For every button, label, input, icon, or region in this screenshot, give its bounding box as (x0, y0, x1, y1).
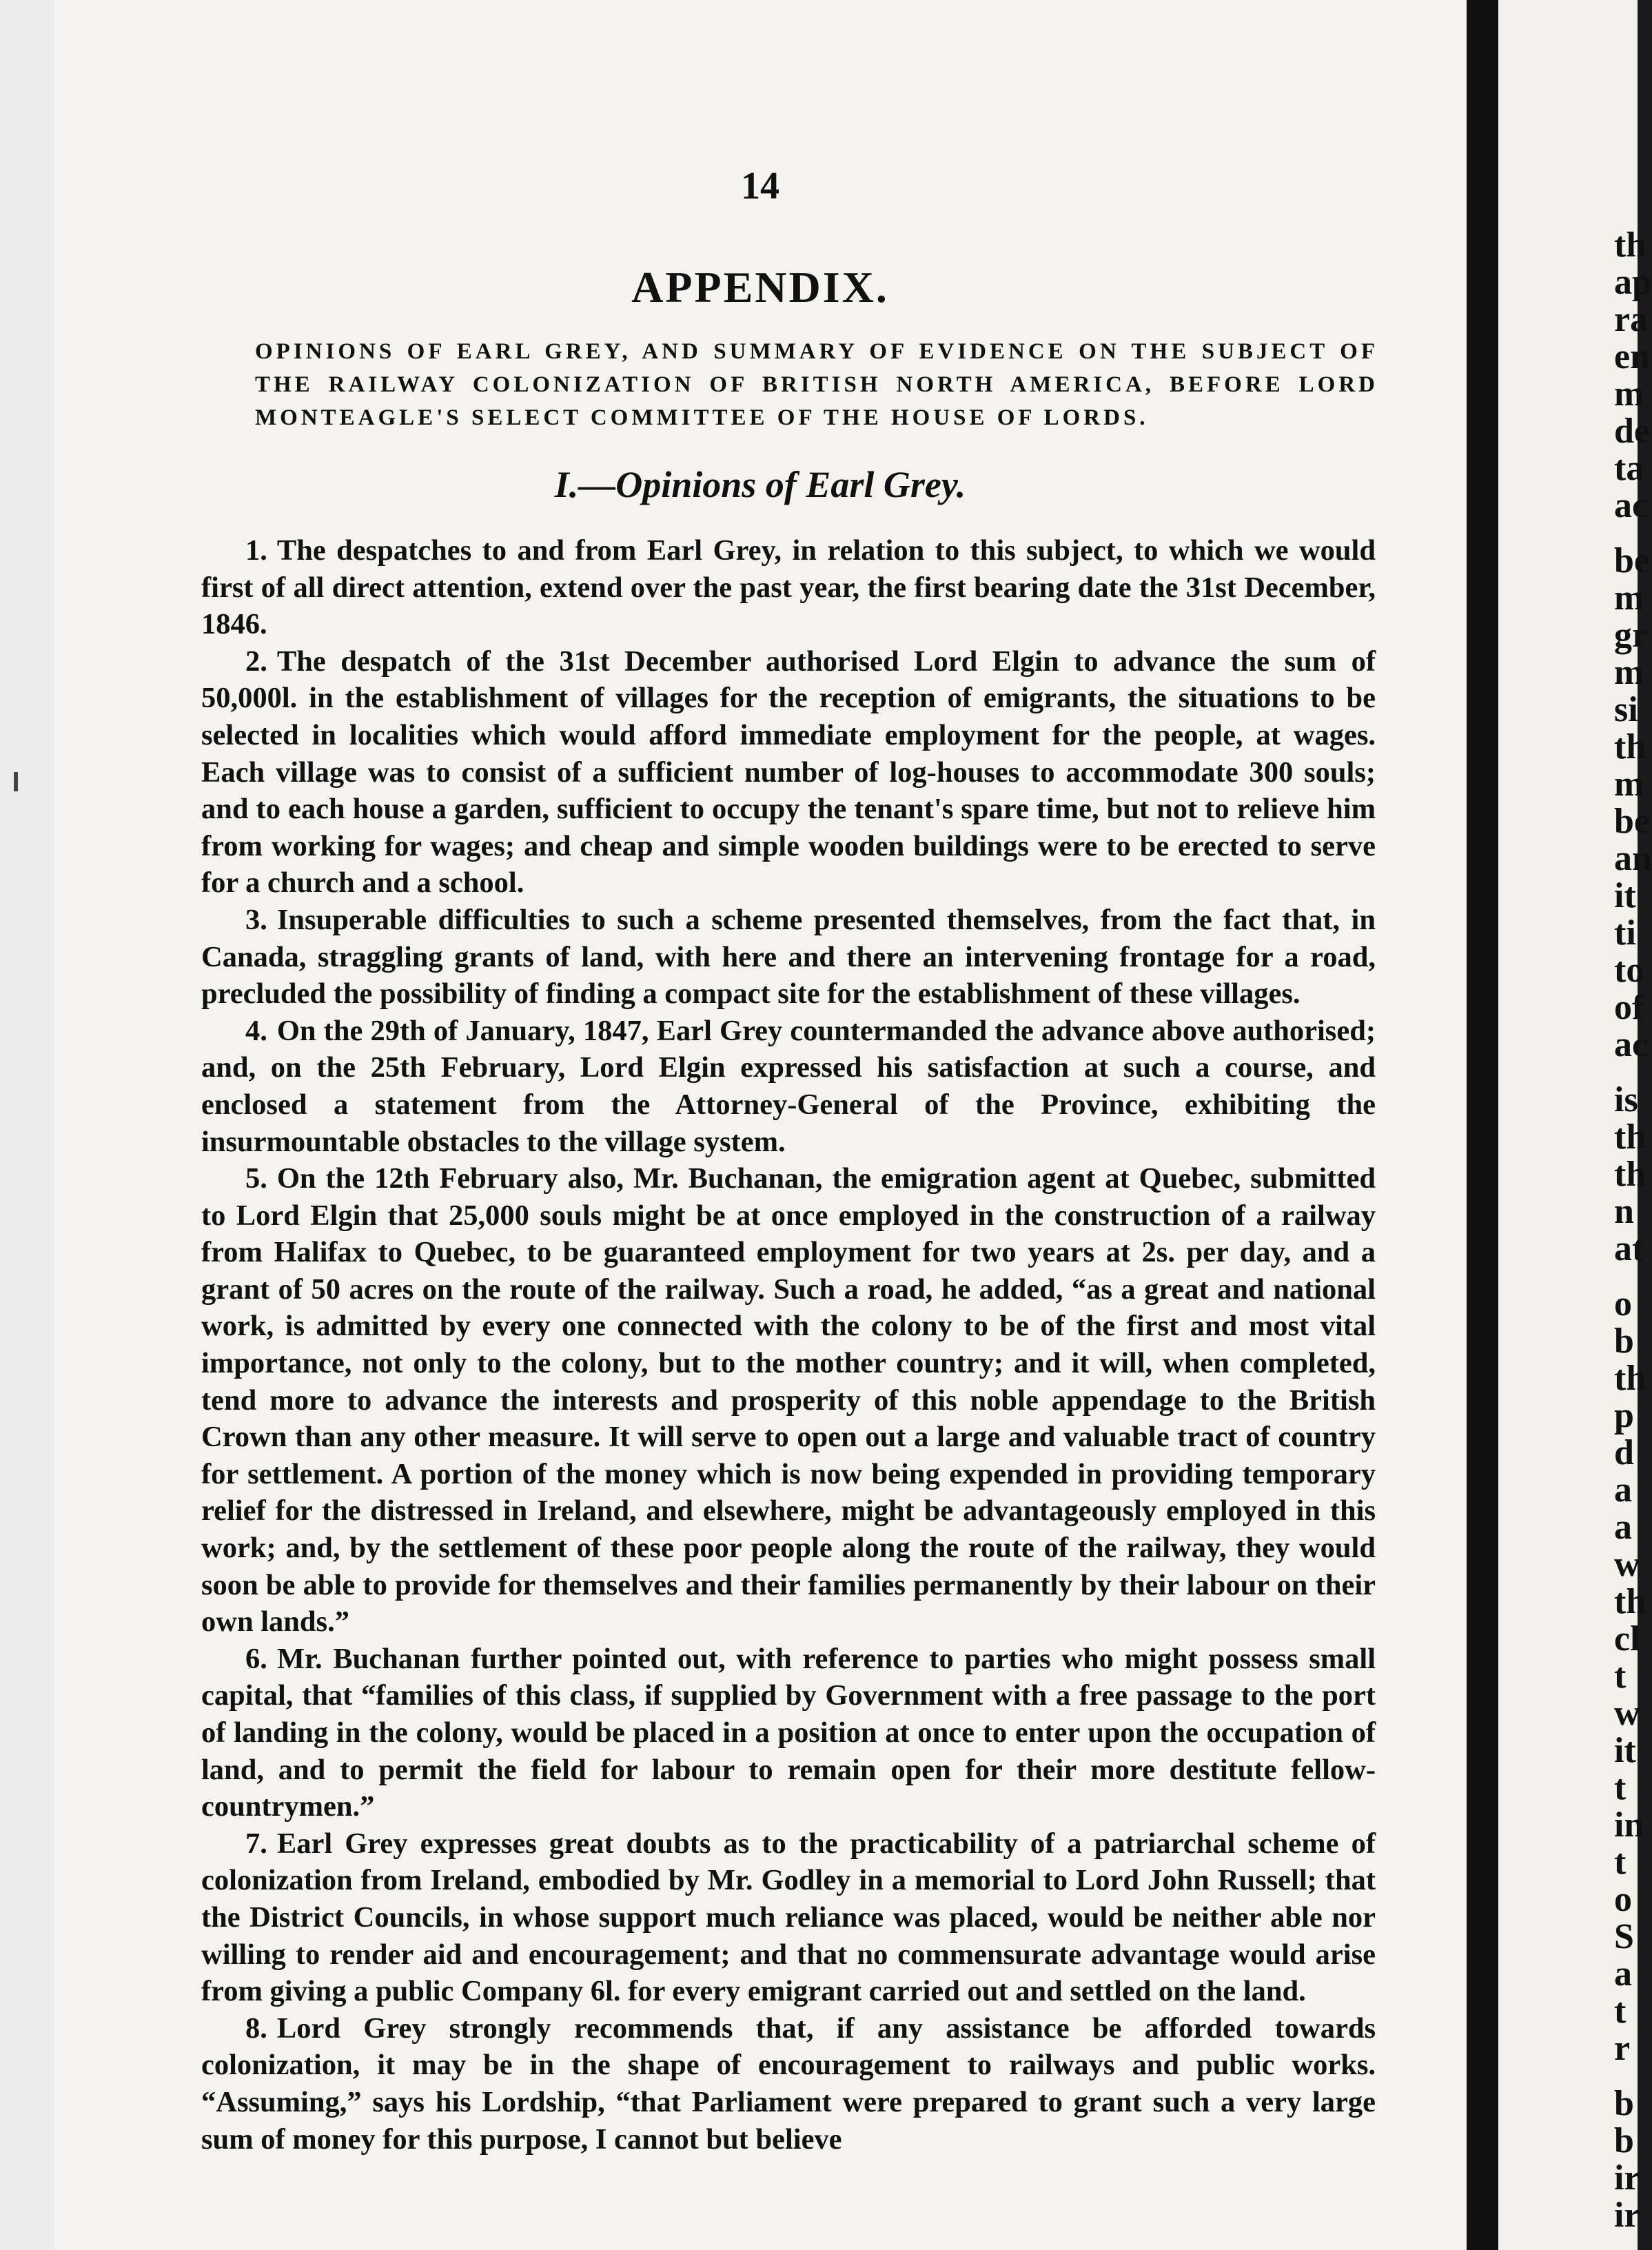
paragraph-number: 4. (245, 1014, 267, 1047)
subject-heading-line-1: OPINIONS OF EARL GREY, AND SUMMARY OF EVIDENCE ON THE SUBJECT OF (255, 339, 1378, 364)
subject-heading-line-2: THE RAILWAY COLONIZATION OF BRITISH NORTH AMERICA, BEFORE LORD (255, 372, 1378, 397)
facing-page-text-fragment: be (1614, 802, 1650, 841)
paragraph-number: 7. (245, 1827, 267, 1860)
facing-page-text-fragment: ta (1614, 449, 1644, 488)
facing-page-text-fragment: ra (1614, 300, 1649, 339)
facing-page-text-fragment: th (1614, 1155, 1646, 1194)
facing-page-text-fragment: t (1614, 1768, 1626, 1807)
facing-page-text-fragment: a (1614, 1508, 1632, 1547)
paragraph-text: Mr. Buchanan further pointed out, with reference to parties who might possess small capital, that “families of this class, if supplied by Government with a free passage to the port of landing in the colony, would be placed in a position at once to enter upon the occupation of land, and to permit the field for labour to remain open for their more destitute fellow-countrymen.” (201, 1642, 1376, 1823)
facing-page-text-fragment: w (1614, 1694, 1640, 1733)
facing-page-text-fragment: in (1614, 1805, 1644, 1845)
facing-page-text-fragment: ac (1614, 486, 1649, 525)
facing-page-text-fragment: th (1614, 727, 1646, 767)
paragraph-3 (201, 902, 1376, 1013)
facing-page-text-fragment: th (1614, 225, 1646, 265)
facing-page-text-fragment: o (1614, 1880, 1632, 1919)
paragraph-text: Insuperable difficulties to such a scheme presented themselves, from the fact that, in Canada, straggling grants of land, with here and there an intervening frontage for a road, precluded the possibility of finding a compact site for the establishment of these villages. (201, 903, 1376, 1011)
document-page (54, 0, 1467, 2250)
paragraph-number: 1. (245, 534, 267, 567)
facing-page-text-fragment: ti (1614, 913, 1636, 953)
paragraph-text: Lord Grey strongly recommends that, if any assistance be afforded towards colonization, it may be in the shape of encouragement to railways and public works. “Assuming,” says his Lordship, “that Parliament were prepared to grant such a very large sum of money for this purpose, I cannot but believe (201, 2011, 1376, 2156)
subject-heading-line-3: MONTEAGLE'S SELECT COMMITTEE OF THE HOUSE OF LORDS. (255, 405, 1149, 430)
facing-page-text-fragment: m (1614, 578, 1644, 618)
facing-page-text-fragment: it (1614, 1731, 1636, 1770)
facing-page-text-fragment: t (1614, 1656, 1626, 1696)
facing-page-text-fragment: a (1614, 1954, 1632, 1994)
facing-page-text-fragment: cl (1614, 1619, 1640, 1659)
facing-page-text-fragment: b (1614, 2084, 1634, 2123)
paragraph-5 (201, 1160, 1376, 1641)
facing-page-text-fragment: p (1614, 1396, 1634, 1435)
margin-mark (14, 772, 18, 791)
paragraph-1 (201, 532, 1376, 643)
left-margin (0, 0, 54, 2250)
facing-page-text-fragment: ac (1614, 1025, 1649, 1064)
paragraph-number: 8. (245, 2011, 267, 2045)
facing-page-text-fragment: ir (1614, 2158, 1640, 2198)
facing-page-text-fragment: b (1614, 2121, 1634, 2160)
paragraph-4 (201, 1013, 1376, 1160)
facing-page-text-fragment: t (1614, 1843, 1626, 1882)
paragraph-text: Earl Grey expresses great doubts as to the practicability of a patriarchal scheme of colonization from Ireland, embodied by Mr. Godley in a memorial to Lord John Russell; that the District Councils, in whose support much reliance was placed, would be neither able nor willing to render aid and encouragement; and that no commensurate advantage would arise from giving a public Company 6l. for every emigrant carried out and settled on the land. (201, 1827, 1376, 2008)
book-gutter (1467, 0, 1498, 2250)
paragraph-text: The despatch of the 31st December authorised Lord Elgin to advance the sum of 50,000l. in the establishment of villages for the reception of emigrants, the situations to be selected in localities which would afford immediate employment for the people, at wages. Each village was to consist of a sufficient number of log-houses to accommodate 300 souls; and to each house a garden, sufficient to occupy the tenant's spare time, but not to relieve him from working for wages; and cheap and simple wooden buildings were to be erected to serve for a church and a school. (201, 645, 1376, 900)
facing-page-text-fragment: ap (1614, 263, 1652, 302)
facing-page-text-fragment: r (1614, 2029, 1631, 2068)
facing-page-text-fragment: t (1614, 1991, 1626, 2031)
facing-page-text-fragment: w (1614, 1545, 1640, 1584)
paragraph-8 (201, 2010, 1376, 2158)
facing-page-text-fragment: th (1614, 1117, 1646, 1157)
paragraph-number: 5. (245, 1162, 267, 1195)
facing-page-text-fragment: ir (1614, 2196, 1640, 2235)
facing-page-text-fragment: a (1614, 1470, 1632, 1510)
facing-page-text-fragment: it (1614, 876, 1636, 915)
facing-page-text-fragment: S (1614, 1917, 1634, 1956)
next-page-edge (1498, 0, 1652, 2250)
paragraph-6 (201, 1641, 1376, 1825)
facing-page-text-fragment: m (1614, 374, 1644, 414)
facing-page-text-fragment: d (1614, 1433, 1634, 1472)
facing-page-text-fragment: be (1614, 541, 1650, 580)
body-text (201, 532, 1376, 2158)
facing-page-text-fragment: of (1614, 988, 1644, 1027)
facing-page-text-fragment: si (1614, 690, 1638, 729)
paragraph-number: 2. (245, 645, 267, 678)
paragraph-text: On the 29th of January, 1847, Earl Grey countermanded the advance above authorised; and, on the 25th February, Lord Elgin expressed his satisfaction at such a course, and enclosed a statement from the Attorney-General of the Province, exhibiting the insurmountable obstacles to the village system. (201, 1014, 1376, 1158)
facing-page-text-fragment: de (1614, 412, 1650, 451)
facing-page-text-fragment: th (1614, 1359, 1646, 1398)
facing-page-text-fragment: en (1614, 337, 1650, 376)
facing-page-text-fragment: an (1614, 839, 1652, 878)
paragraph-2 (201, 643, 1376, 902)
section-title: I.—Opinions of Earl Grey. (554, 464, 966, 505)
facing-page-text-fragment: at (1614, 1229, 1644, 1268)
appendix-title: APPENDIX. (631, 263, 889, 312)
facing-page-text-fragment: gr (1614, 616, 1649, 655)
page-number: 14 (741, 165, 779, 207)
paragraph-text: On the 12th February also, Mr. Buchanan, the emigration agent at Quebec, submitted to Lord Elgin that 25,000 souls might be at once employed in the construction of a railway from Halifax to Quebec, to be guaranteed employment for two years at 2s. per day, and a grant of 50 acres on the route of the railway. Such a road, he added, “as a great and national work, is admitted by every one connected with the colony to be of the first and most vital importance, not only to the colony, but to the mother country; and it will, when completed, tend more to advance the interests and prosperity of this noble appendage to the British Crown than any other measure. It will serve to open out a large and valuable tract of country for settlement. A portion of the money which is now being expended in providing temporary relief for the distressed in Ireland, and elsewhere, might be advantageously employed in this work; and, by the settlement of these poor people along the route of the railway, they would soon be able to provide for themselves and their families permanently by their labour on their own lands.” (201, 1162, 1376, 1639)
facing-page-text-fragment: m (1614, 764, 1644, 804)
facing-page-text-fragment: is (1614, 1080, 1638, 1119)
paragraph-number: 3. (245, 903, 267, 936)
facing-page-text-fragment: o (1614, 1284, 1632, 1324)
facing-page-text-fragment: n (1614, 1192, 1634, 1231)
facing-page-text-fragment: m (1614, 653, 1644, 692)
paragraph-text: The despatches to and from Earl Grey, in relation to this subject, to which we would first of all direct attention, extend over the past year, the first bearing date the 31st December, 1846. (201, 534, 1376, 641)
facing-page-text-fragment: b (1614, 1321, 1634, 1361)
paragraph-7 (201, 1825, 1376, 2010)
facing-page-text-fragment: th (1614, 1582, 1646, 1621)
paragraph-number: 6. (245, 1642, 267, 1675)
facing-page-text-fragment: to (1614, 951, 1644, 990)
